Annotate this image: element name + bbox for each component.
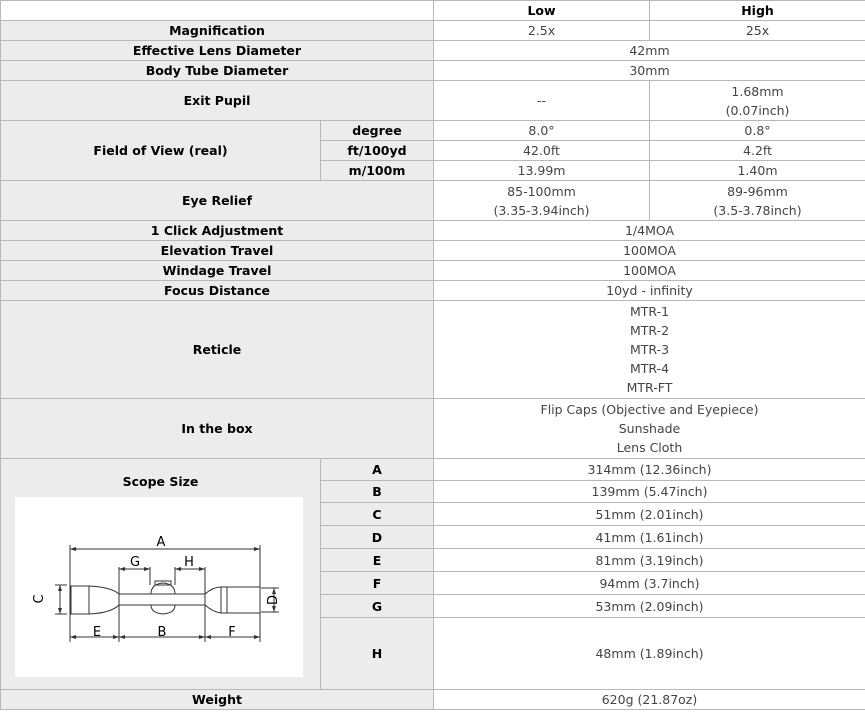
eye-relief-high-line-2: (3.5-3.78inch) (713, 202, 802, 218)
weight-label: Weight (1, 690, 434, 710)
eye-relief-low-line-1: 85-100mm (507, 183, 576, 199)
focus-distance-label: Focus Distance (1, 281, 434, 301)
fov-label: Field of View (real) (1, 121, 321, 181)
in-the-box-values (434, 399, 865, 459)
focus-distance-row (1, 281, 865, 301)
elevation-travel-value: 100MOA (434, 241, 865, 261)
body-tube-label: Body Tube Diameter (1, 61, 434, 81)
exit-pupil-low: -- (434, 81, 650, 121)
scope-size-key: D (321, 526, 434, 549)
scope-size-key: E (321, 549, 434, 572)
elevation-travel-label: Elevation Travel (1, 241, 434, 261)
windage-travel-row (1, 261, 865, 281)
weight-value: 620g (21.87oz) (434, 690, 865, 710)
scope-diagram-drawing (15, 497, 303, 677)
reticle-values (434, 301, 865, 399)
scope-size-key: B (321, 481, 434, 503)
fov-row (1, 121, 865, 141)
lens-diameter-label: Effective Lens Diameter (1, 41, 434, 61)
exit-pupil-high-line-2: (0.07inch) (725, 102, 790, 118)
in-the-box-label: In the box (1, 399, 434, 459)
eye-relief-low-line-2: (3.35-3.94inch) (493, 202, 590, 218)
diagram-label-g: G (129, 554, 141, 570)
scope-size-key: C (321, 503, 434, 526)
reticle-item: MTR-FT (626, 380, 673, 395)
scope-size-value: 81mm (3.19inch) (434, 549, 865, 572)
header-blank-cell (1, 1, 434, 21)
scope-size-key: G (321, 595, 434, 618)
eye-relief-high-line-1: 89-96mm (727, 183, 788, 199)
reticle-item: MTR-1 (629, 304, 670, 319)
scope-size-cell (1, 459, 321, 690)
click-adjustment-row (1, 221, 865, 241)
in-the-box-row (1, 399, 865, 459)
fov-unit: ft/100yd (321, 141, 434, 161)
exit-pupil-high (650, 81, 865, 121)
exit-pupil-row (1, 81, 865, 121)
eye-relief-row (1, 181, 865, 221)
windage-travel-label: Windage Travel (1, 261, 434, 281)
magnification-label: Magnification (1, 21, 434, 41)
fov-low: 8.0° (434, 121, 650, 141)
magnification-high: 25x (650, 21, 865, 41)
magnification-low: 2.5x (434, 21, 650, 41)
click-adjustment-label: 1 Click Adjustment (1, 221, 434, 241)
fov-unit: m/100m (321, 161, 434, 181)
reticle-item: MTR-2 (629, 323, 670, 338)
in-the-box-item: Lens Cloth (616, 440, 683, 455)
click-adjustment-value: 1/4MOA (434, 221, 865, 241)
diagram-label-a: A (156, 534, 166, 550)
fov-high: 1.40m (650, 161, 865, 181)
scope-size-value: 53mm (2.09inch) (434, 595, 865, 618)
scope-diagram (15, 497, 303, 677)
fov-high: 4.2ft (650, 141, 865, 161)
scope-size-value: 314mm (12.36inch) (434, 459, 865, 481)
lens-diameter-value: 42mm (434, 41, 865, 61)
body-tube-value: 30mm (434, 61, 865, 81)
exit-pupil-high-line-1: 1.68mm (731, 83, 784, 99)
eye-relief-high (650, 181, 865, 221)
scope-size-value: 51mm (2.01inch) (434, 503, 865, 526)
body-tube-row (1, 61, 865, 81)
scope-size-value: 41mm (1.61inch) (434, 526, 865, 549)
elevation-travel-row (1, 241, 865, 261)
header-high: High (650, 1, 865, 21)
header-row (1, 1, 865, 21)
scope-size-row (1, 459, 865, 481)
focus-distance-value: 10yd - infinity (434, 281, 865, 301)
header-low: Low (434, 1, 650, 21)
lens-diameter-row (1, 41, 865, 61)
reticle-row (1, 301, 865, 399)
fov-high: 0.8° (650, 121, 865, 141)
diagram-label-f: F (228, 624, 236, 640)
scope-size-value: 139mm (5.47inch) (434, 481, 865, 503)
diagram-label-e: E (92, 624, 102, 640)
reticle-item: MTR-4 (629, 361, 670, 376)
fov-low: 42.0ft (434, 141, 650, 161)
scope-size-key: H (321, 618, 434, 690)
eye-relief-low (434, 181, 650, 221)
scope-size-value: 48mm (1.89inch) (434, 618, 865, 690)
scope-size-value: 94mm (3.7inch) (434, 572, 865, 595)
fov-unit: degree (321, 121, 434, 141)
in-the-box-item: Flip Caps (Objective and Eyepiece) (540, 402, 759, 417)
diagram-label-c: C (32, 593, 47, 604)
diagram-label-h: H (184, 554, 194, 570)
weight-row (1, 690, 865, 710)
diagram-label-b: B (157, 624, 167, 640)
scope-size-key: A (321, 459, 434, 481)
fov-low: 13.99m (434, 161, 650, 181)
scope-size-key: F (321, 572, 434, 595)
reticle-item: MTR-3 (629, 342, 670, 357)
diagram-label-d: D (266, 594, 281, 605)
scope-size-label: Scope Size (122, 473, 199, 489)
reticle-label: Reticle (1, 301, 434, 399)
in-the-box-item: Sunshade (618, 421, 681, 436)
windage-travel-value: 100MOA (434, 261, 865, 281)
magnification-row (1, 21, 865, 41)
eye-relief-label: Eye Relief (1, 181, 434, 221)
exit-pupil-label: Exit Pupil (1, 81, 434, 121)
